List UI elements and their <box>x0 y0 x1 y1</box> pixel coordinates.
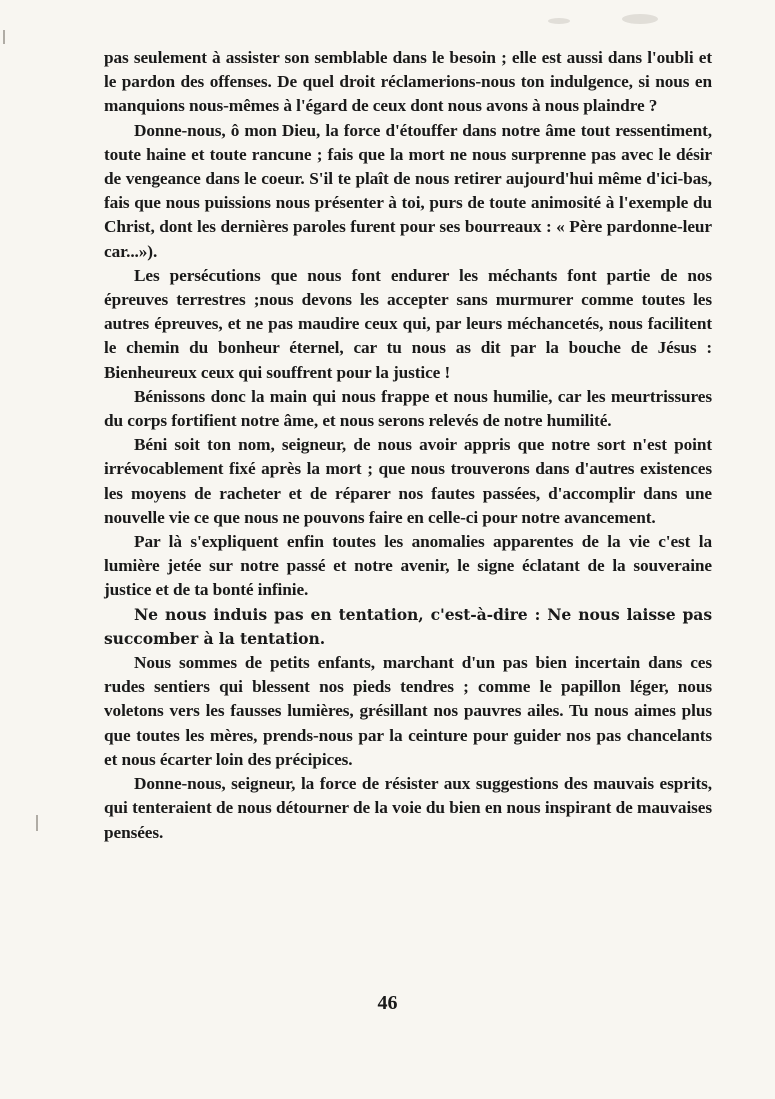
page-number: 46 <box>377 992 398 1014</box>
paragraph-3: Les persécutions que nous font endurer les méchants font partie de nos épreuves terrestres ;nous devons les accepter sans murmurer comme toutes les autres épreuves, et ne pas maudire ceux qui, par leurs méchancetés, nous facilitent le chemin du bonheur éternel, car tu nous as dit par la bouche de Jésus : Bienheureux ceux qui souffrent pour la justice ! <box>104 265 712 382</box>
body-text <box>104 46 712 845</box>
prayer-verse-heading: Ne nous induis pas en tentation, c'est-à-dire : Ne nous laisse pas succomber à la tentation. <box>104 604 712 648</box>
paragraph-5: Béni soit ton nom, seigneur, de nous avoir appris que notre sort n'est point irrévocablement fixé après la mort ; que nous trouverons dans d'autres existences les moyens de racheter et de réparer nos fautes passées, d'accomplir dans une nouvelle vie ce que nous ne pouvons faire en celle-ci pour notre avancement. <box>104 435 712 527</box>
paragraph-1: pas seulement à assister son semblable dans le besoin ; elle est aussi dans l'oubli et le pardon des offenses. De quel droit réclamerions-nous ton indulgence, si nous en manquions nous-mêmes à l'égard de ceux dont nous avons à nous plaindre ? <box>104 48 712 116</box>
paragraph-8: Nous sommes de petits enfants, marchant d'un pas bien incertain dans ces rudes sentiers qui blessent nos pieds tendres ; comme le papillon léger, nous voletons vers les fausses lumières, grésillant nos pauvres ailes. Tu nous aimes plus que toutes les mères, prends-nous par la ceinture pour guider nos pas chancelants et nous écarter loin des précipices. <box>104 653 712 769</box>
scan-smudge <box>548 18 570 24</box>
paragraph-9: Donne-nous, seigneur, la force de résister aux suggestions des mauvais esprits, qui tenteraient de nous détourner de la voie du bien en nous inspirant de mauvaises pensées. <box>104 774 712 842</box>
paragraph-4: Bénissons donc la main qui nous frappe et nous humilie, car les meurtrissures du corps fortifient notre âme, et nous serons relevés de notre humilité. <box>104 386 712 431</box>
scan-edge-mark <box>3 30 5 44</box>
scan-edge-mark <box>36 815 38 831</box>
scan-smudge <box>622 14 658 24</box>
paragraph-6: Par là s'expliquent enfin toutes les anomalies apparentes de la vie c'est la lumière jetée sur notre passé et notre avenir, le signe éclatant de la souveraine justice et de ta bonté infinie. <box>104 532 712 600</box>
paragraph-2: Donne-nous, ô mon Dieu, la force d'étouffer dans notre âme tout ressentiment, toute haine et toute rancune ; fais que la mort ne nous surprenne pas avec le désir de vengeance dans le coeur. S'il te plaît de nous retirer aujourd'hui même d'ici-bas, fais que nous puissions nous présenter à toi, purs de toute animosité à l'exemple du Christ, dont les dernières paroles furent pour ses bourreaux : « Père pardonne-leur car...»). <box>104 120 712 261</box>
